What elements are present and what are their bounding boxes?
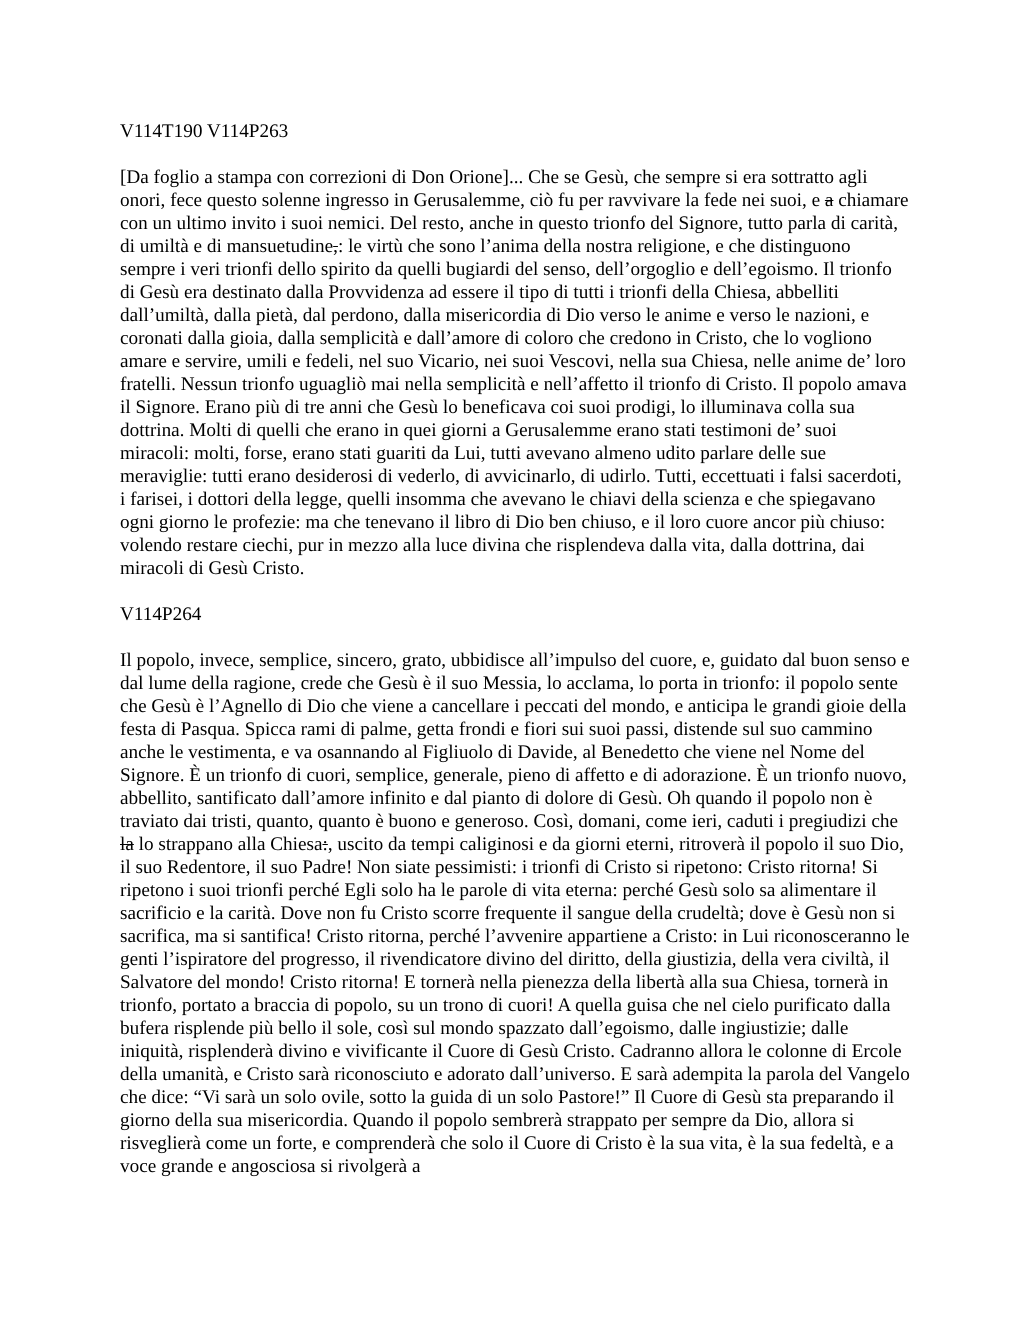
- paragraph-1: [120, 166, 910, 580]
- paragraph-1-text-a: [Da foglio a stampa con correzioni di Don Orione]... Che se Gesù, che sempre si era sottratto agli onori, fece questo solenne ingresso in Gerusalemme, ciò fu per ravvivare la fede nei suoi, e: [120, 167, 868, 211]
- paragraph-2-text-b: lo strappano alla Chiesa: [133, 834, 323, 855]
- strikethrough-text: ,: [333, 236, 338, 257]
- document-page: [120, 120, 910, 1201]
- strikethrough-text: a: [824, 190, 834, 211]
- paragraph-1-text-c: : le virtù che sono l’anima della nostra religione, e che distinguono sempre i veri trionfi dello spirito da quelli bugiardi del senso, dell’orgoglio e dell’egoismo. Il trionfo di Gesù era destinato dalla Provvidenza ad essere il tipo di tutti i trionfi della Chiesa, abbelliti dall’umiltà, dalla pietà, dal perdono, dalla misericordia di Dio verso le anime e verso le nazioni, e coronati dalla gioia, dalla semplicità e dall’amore di coloro che credono in Cristo, che lo vogliono amare e servire, umili e fedeli, nel suo Vicario, nei suoi Vescovi, nella sua Chiesa, nelle anime de’ loro fratelli. Nessun trionfo uguagliò mai nella semplicità e nell’affetto il trionfo di Cristo. Il popolo amava il Signore. Erano più di tre anni che Gesù lo beneficava coi suoi prodigi, lo illuminava colla sua dottrina. Molti di quelli che erano in quei giorni a Gerusalemme erano stati testimoni de’ suoi miracoli: molti, forse, erano stati guariti da Lui, tutti avevano almeno udito parlare delle sue meraviglie: tutti erano desiderosi di vederlo, di avvicinarlo, di udirlo. Tutti, eccettuati i falsi sacerdoti, i farisei, i dottori della legge, quelli insomma che avevano le chiavi della scienza e che spiegavano ogni giorno le profezie: ma che tenevano il libro di Dio ben chiuso, e il loro cuore ancor più chiuso: volendo restare ciechi, pur in mezzo alla luce divina che risplendeva dalla vita, dalla dottrina, dai miracoli di Gesù Cristo.: [120, 236, 907, 579]
- strikethrough-text: la: [120, 834, 134, 855]
- strikethrough-text: :: [322, 834, 328, 855]
- paragraph-2-text-c: , uscito da tempi caliginosi e da giorni eterni, ritroverà il popolo il suo Dio, il suo Redentore, il suo Padre! Non siate pessimisti: i trionfi di Cristo si ripetono: Cristo ritorna! Si ripetono i suoi trionfi perché Egli solo ha le parole di vita eterna: perché Gesù solo sa alimentare il sacrificio e la carità. Dove non fu Cristo scorre frequente il sangue della crudeltà; dove è Gesù non si sacrifica, ma si santifica! Cristo ritorna, perché l’avvenire appartiene a Cristo: in Lui riconosceranno le genti l’ispiratore del progresso, il rivendicatore divino del diritto, della giustizia, della vera civiltà, il Salvatore del mondo! Cristo ritorna! E tornerà nella pienezza della libertà alla sua Chiesa, tornerà in trionfo, portato a braccia di popolo, su un trono di cuori! A quella guisa che nel cielo purificato dalla bufera risplende più bello il sole, così sul mondo spazzato dall’egoismo, dalle ingiustizie; dalle iniquità, risplenderà divino e vivificante il Cuore di Gesù Cristo. Cadranno allora le colonne di Ercole della umanità, e Cristo sarà riconosciuto e adorato dall’universo. E sarà adempita la parola del Vangelo che dice: “Vi sarà un solo ovile, sotto la guida di un solo Pastore!” Il Cuore di Gesù sta preparando il giorno della sua misericordia. Quando il popolo sembrerà strappato per sempre da Dio, allora si risveglierà come un forte, e comprenderà che solo il Cuore di Cristo è la sua vita, è la sua fedeltà, e a voce grande e angosciosa si rivolgerà a: [120, 834, 910, 1177]
- document-header: V114T190 V114P263: [120, 121, 289, 142]
- paragraph-2: [120, 649, 910, 1178]
- paragraph-1-text-b: chiamare con un ultimo invito i suoi nemici. Del resto, anche in questo trionfo del Signore, tutto parla di carità, di umiltà e di mansuetudine: [120, 190, 909, 257]
- page-reference: V114P264: [120, 604, 202, 625]
- paragraph-2-text-a: Il popolo, invece, semplice, sincero, grato, ubbidisce all’impulso del cuore, e, guidato dal buon senso e dal lume della ragione, crede che Gesù è il suo Messia, lo acclama, lo porta in trionfo: il popolo sente che Gesù è l’Agnello di Dio che viene a cancellare i peccati del mondo, e anticipa le grandi gioie della festa di Pasqua. Spicca rami di palme, getta frondi e fiori sui suoi passi, distende sul suo cammino anche le vestimenta, e va osannando al Figliuolo di Davide, al Benedetto che viene nel Nome del Signore. È un trionfo di cuori, semplice, generale, pieno di affetto e di adorazione. È un trionfo nuovo, abbellito, santificato dall’amore infinito e dal pianto di dolore di Gesù. Oh quando il popolo non è traviato dai tristi, quanto, quanto è buono e generoso. Così, domani, come ieri, caduti i pregiudizi che: [120, 650, 910, 832]
